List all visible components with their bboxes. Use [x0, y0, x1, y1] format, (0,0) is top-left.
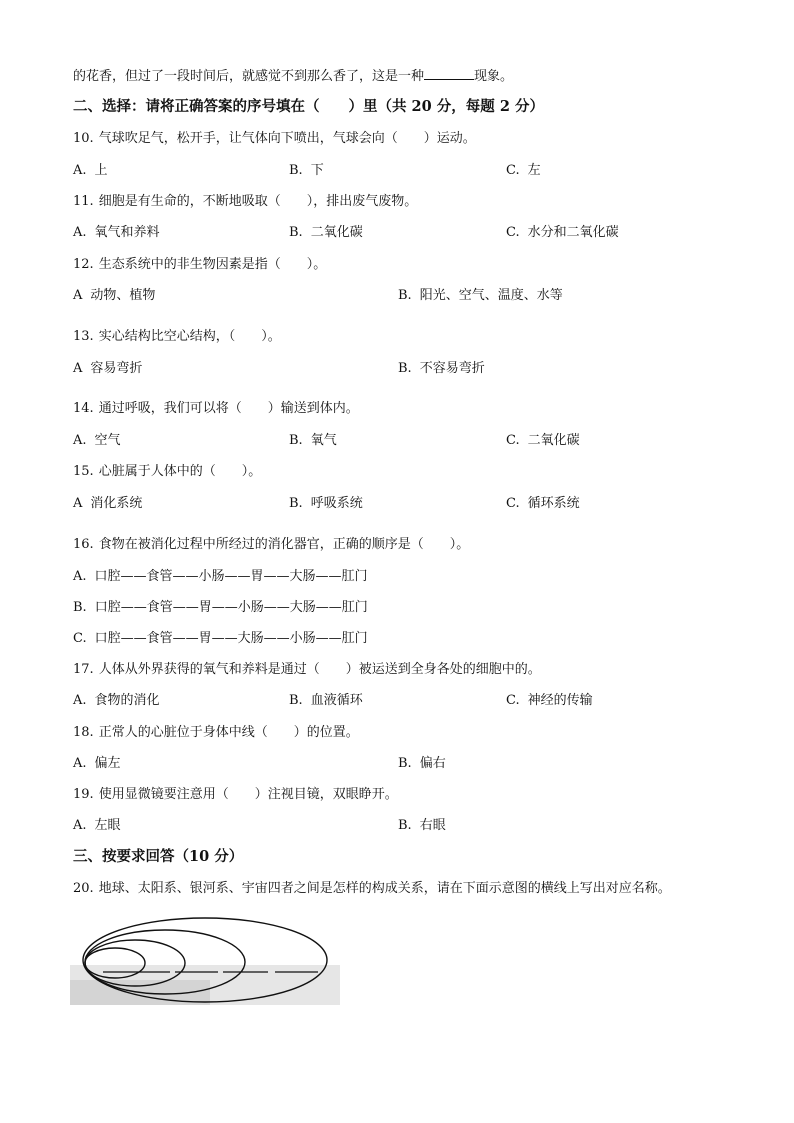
question-12 — [73, 256, 326, 274]
option-text: 偏右 — [419, 756, 446, 771]
option-text: 二氧化碳 — [527, 433, 580, 448]
option-letter: C. — [506, 225, 520, 240]
question-text: 心脏属于人体中的（ ）。 — [98, 464, 262, 479]
option-text: 循环系统 — [527, 496, 580, 511]
option-14-b[interactable] — [289, 432, 337, 450]
option-text: 阳光、空气、温度、水等 — [419, 288, 563, 303]
option-text: 血液循环 — [310, 693, 363, 708]
option-15-b[interactable] — [289, 495, 363, 513]
option-text: 左 — [527, 163, 541, 178]
option-letter: B. — [398, 756, 412, 771]
option-letter: A. — [73, 163, 87, 178]
option-text: 动物、植物 — [90, 288, 156, 303]
option-letter: A. — [73, 433, 87, 448]
option-15-c[interactable] — [506, 495, 580, 513]
question-number: 17. — [73, 662, 94, 677]
option-text: 右眼 — [419, 818, 446, 833]
question-number: 11. — [73, 194, 94, 209]
option-text: 空气 — [94, 433, 121, 448]
option-text: 氧气 — [310, 433, 337, 448]
option-letter: A — [73, 496, 83, 511]
option-letter: A — [73, 288, 83, 303]
question-17 — [73, 661, 541, 679]
question-text: 地球、太阳系、银河系、宇宙四者之间是怎样的构成关系，请在下面示意图的横线上写出对应名称。 — [98, 881, 671, 896]
option-text: 左眼 — [94, 818, 121, 833]
option-18-a[interactable] — [73, 755, 121, 773]
option-text: 不容易弯折 — [419, 361, 485, 376]
section-3-title: 三、按要求回答（10 分） — [73, 848, 244, 865]
question-text: 正常人的心脏位于身体中线（ ）的位置。 — [98, 725, 359, 740]
option-letter: B. — [289, 693, 303, 708]
nested-ellipse-diagram — [70, 910, 340, 1005]
question-19 — [73, 786, 398, 804]
option-text: 上 — [94, 163, 108, 178]
option-18-b[interactable] — [398, 755, 446, 773]
option-14-c[interactable] — [506, 432, 580, 450]
option-letter: B. — [289, 496, 303, 511]
option-text: 氧气和养料 — [94, 225, 160, 240]
question-number: 20. — [73, 881, 94, 896]
option-16-c[interactable] — [73, 630, 368, 648]
option-14-a[interactable] — [73, 432, 121, 450]
question-14 — [73, 400, 359, 418]
question-20 — [73, 880, 671, 898]
option-text: 口腔——食管——胃——小肠——大肠——肛门 — [94, 600, 368, 615]
option-10-b[interactable] — [289, 162, 324, 180]
question-number: 13. — [73, 329, 94, 344]
option-text: 呼吸系统 — [310, 496, 363, 511]
question-10 — [73, 130, 476, 148]
question-text: 气球吹足气，松开手，让气体向下喷出，气球会向（ ）运动。 — [98, 131, 476, 146]
option-text: 二氧化碳 — [310, 225, 363, 240]
option-text: 神经的传输 — [527, 693, 593, 708]
question-number: 14. — [73, 401, 94, 416]
option-text: 下 — [310, 163, 324, 178]
question-number: 15. — [73, 464, 94, 479]
intro-text-after: 现象。 — [474, 69, 514, 84]
question-text: 细胞是有生命的，不断地吸取（ ），排出废气废物。 — [98, 194, 418, 209]
option-10-c[interactable] — [506, 162, 541, 180]
question-text: 实心结构比空心结构，（ ）。 — [98, 329, 281, 344]
question-text: 生态系统中的非生物因素是指（ ）。 — [98, 257, 327, 272]
intro-text-before: 的花香，但过了一段时间后，就感觉不到那么香了，这是一种 — [73, 69, 425, 84]
option-11-a[interactable] — [73, 224, 160, 242]
question-13 — [73, 328, 281, 346]
option-letter: B. — [398, 818, 412, 833]
option-11-c[interactable] — [506, 224, 619, 242]
option-text: 消化系统 — [90, 496, 143, 511]
option-text: 口腔——食管——小肠——胃——大肠——肛门 — [94, 569, 368, 584]
option-letter: B. — [289, 433, 303, 448]
question-15 — [73, 463, 261, 481]
option-11-b[interactable] — [289, 224, 363, 242]
option-16-a[interactable] — [73, 568, 368, 586]
option-17-c[interactable] — [506, 692, 593, 710]
option-12-a[interactable] — [73, 287, 155, 305]
option-text: 偏左 — [94, 756, 121, 771]
question-number: 16. — [73, 537, 94, 552]
option-letter: B. — [289, 163, 303, 178]
question-11 — [73, 193, 417, 211]
option-13-b[interactable] — [398, 360, 485, 378]
option-text: 容易弯折 — [90, 361, 143, 376]
option-letter: C. — [506, 496, 520, 511]
option-letter: A. — [73, 569, 87, 584]
option-letter: B. — [398, 361, 412, 376]
option-letter: C. — [506, 163, 520, 178]
option-letter: B. — [73, 600, 87, 615]
option-17-a[interactable] — [73, 692, 160, 710]
option-15-a[interactable] — [73, 495, 142, 513]
option-letter: B. — [398, 288, 412, 303]
section-2-title: 二、选择：请将正确答案的序号填在（ ）里（共 20 分，每题 2 分） — [73, 98, 544, 115]
question-text: 人体从外界获得的氧气和养料是通过（ ）被运送到全身各处的细胞中的。 — [98, 662, 541, 677]
option-19-b[interactable] — [398, 817, 446, 835]
option-12-b[interactable] — [398, 287, 563, 305]
option-16-b[interactable] — [73, 599, 368, 617]
option-letter: A. — [73, 818, 87, 833]
option-letter: A — [73, 361, 83, 376]
question-number: 12. — [73, 257, 94, 272]
option-letter: C. — [73, 631, 87, 646]
option-letter: A. — [73, 693, 87, 708]
option-letter: A. — [73, 756, 87, 771]
option-17-b[interactable] — [289, 692, 363, 710]
question-16 — [73, 536, 469, 554]
option-text: 食物的消化 — [94, 693, 160, 708]
question-number: 18. — [73, 725, 94, 740]
option-text: 口腔——食管——胃——大肠——小肠——肛门 — [94, 631, 368, 646]
question-text: 使用显微镜要注意用（ ）注视目镜，双眼睁开。 — [98, 787, 398, 802]
option-13-a[interactable] — [73, 360, 142, 378]
option-10-a[interactable] — [73, 162, 108, 180]
question-number: 19. — [73, 787, 94, 802]
option-letter: A. — [73, 225, 87, 240]
question-text: 通过呼吸，我们可以将（ ）输送到体内。 — [98, 401, 359, 416]
question-text: 食物在被消化过程中所经过的消化器官，正确的顺序是（ ）。 — [98, 537, 470, 552]
option-19-a[interactable] — [73, 817, 121, 835]
option-letter: C. — [506, 433, 520, 448]
question-18 — [73, 724, 359, 742]
option-letter: B. — [289, 225, 303, 240]
question-number: 10. — [73, 131, 94, 146]
fill-blank[interactable] — [424, 67, 474, 80]
option-letter: C. — [506, 693, 520, 708]
intro-line — [73, 67, 513, 86]
option-text: 水分和二氧化碳 — [527, 225, 619, 240]
